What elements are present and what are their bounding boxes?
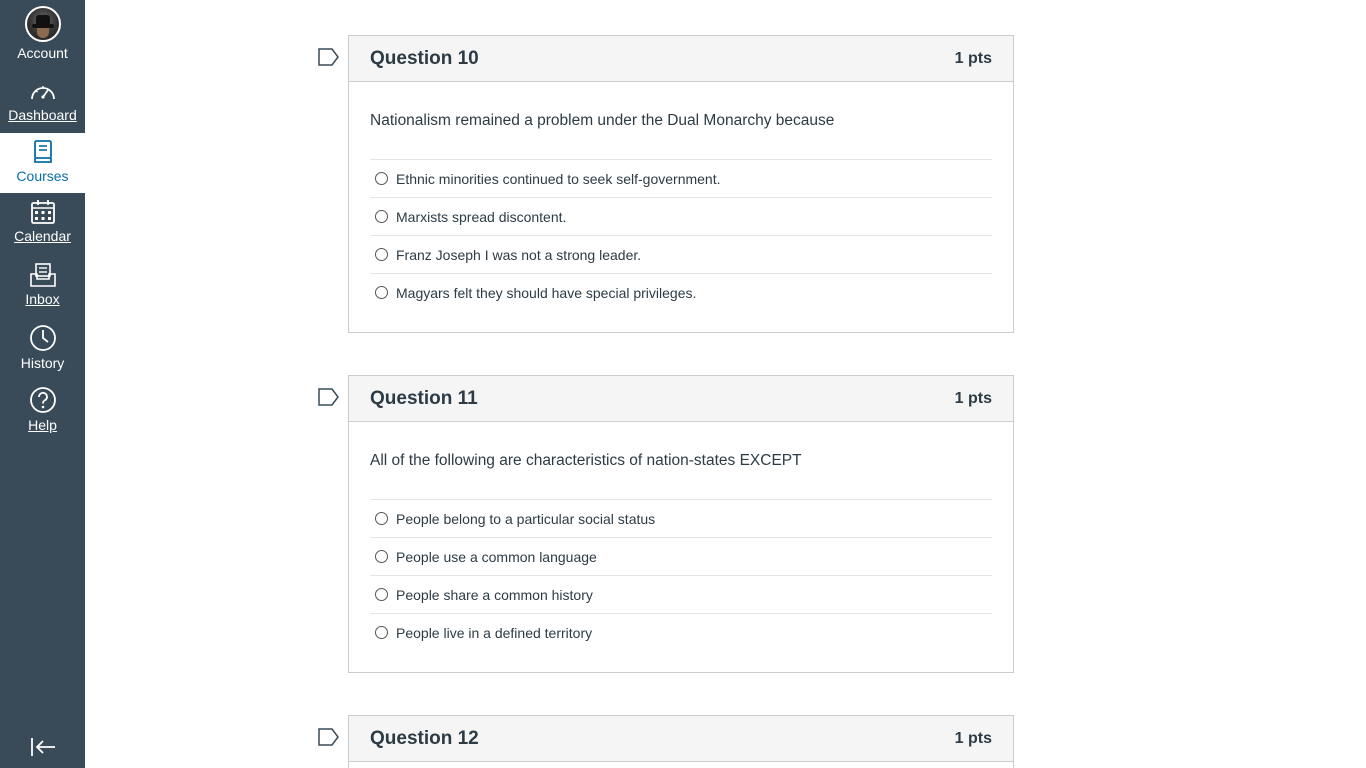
question-text: Nationalism remained a problem under the Dual Monarchy because (370, 112, 835, 129)
radio-button[interactable] (375, 248, 388, 261)
radio-button[interactable] (375, 550, 388, 563)
nav-courses-label: Courses (16, 168, 69, 184)
radio-button[interactable] (375, 286, 388, 299)
dashboard-gauge-icon (29, 80, 57, 104)
nav-account[interactable] (0, 6, 85, 66)
nav-history[interactable] (0, 324, 85, 378)
answer-option[interactable] (370, 613, 992, 651)
answer-label: Ethnic minorities continued to seek self-government. (396, 170, 721, 187)
history-clock-icon (29, 324, 57, 352)
calendar-icon (30, 199, 56, 225)
question-text: All of the following are characteristics of nation-states EXCEPT (370, 452, 802, 469)
question-title: Question 11 (370, 387, 478, 409)
question-points: 1 pts (954, 729, 992, 747)
answer-option[interactable] (370, 273, 992, 311)
question-points: 1 pts (954, 389, 992, 407)
avatar (25, 6, 61, 42)
question-header (349, 716, 1013, 762)
question-header (349, 376, 1013, 422)
nav-inbox-label: Inbox (25, 291, 60, 307)
collapse-nav-button[interactable] (0, 736, 85, 760)
question-title: Question 10 (370, 47, 479, 69)
answer-label: Magyars felt they should have special privileges. (396, 284, 697, 301)
nav-help-label: Help (28, 417, 57, 433)
radio-button[interactable] (375, 512, 388, 525)
question-card (348, 35, 1014, 333)
answer-option[interactable] (370, 159, 992, 197)
nav-history-label: History (20, 355, 65, 371)
flag-question-icon[interactable] (318, 48, 340, 66)
help-question-icon (29, 386, 57, 414)
global-nav-sidebar (0, 0, 85, 768)
answer-label: People share a common history (396, 586, 593, 603)
nav-calendar[interactable] (0, 199, 85, 253)
question-points: 1 pts (954, 49, 992, 67)
answer-option[interactable] (370, 197, 992, 235)
courses-book-icon (31, 139, 55, 165)
answer-option[interactable] (370, 499, 992, 537)
answer-label: Marxists spread discontent. (396, 208, 567, 225)
question-card (348, 715, 1014, 768)
answer-label: People use a common language (396, 548, 597, 565)
answer-label: People belong to a particular social status (396, 510, 656, 527)
question-header (349, 36, 1013, 82)
answer-label: Franz Joseph I was not a strong leader. (396, 246, 642, 263)
question-card (348, 375, 1014, 673)
radio-button[interactable] (375, 210, 388, 223)
radio-button[interactable] (375, 588, 388, 601)
answer-label: People live in a defined territory (396, 624, 593, 641)
nav-account-label: Account (17, 45, 68, 61)
flag-question-icon[interactable] (318, 728, 340, 746)
radio-button[interactable] (375, 626, 388, 639)
nav-help[interactable] (0, 386, 85, 440)
answer-option[interactable] (370, 537, 992, 575)
nav-courses[interactable] (0, 133, 85, 193)
answer-option[interactable] (370, 235, 992, 273)
question-title: Question 12 (370, 727, 479, 749)
nav-inbox[interactable] (0, 262, 85, 316)
nav-calendar-label: Calendar (14, 228, 71, 244)
inbox-icon (29, 262, 57, 288)
collapse-arrow-icon (29, 736, 57, 758)
nav-dashboard-label: Dashboard (8, 107, 77, 123)
radio-button[interactable] (375, 172, 388, 185)
flag-question-icon[interactable] (318, 388, 340, 406)
answer-option[interactable] (370, 575, 992, 613)
nav-dashboard[interactable] (0, 80, 85, 130)
